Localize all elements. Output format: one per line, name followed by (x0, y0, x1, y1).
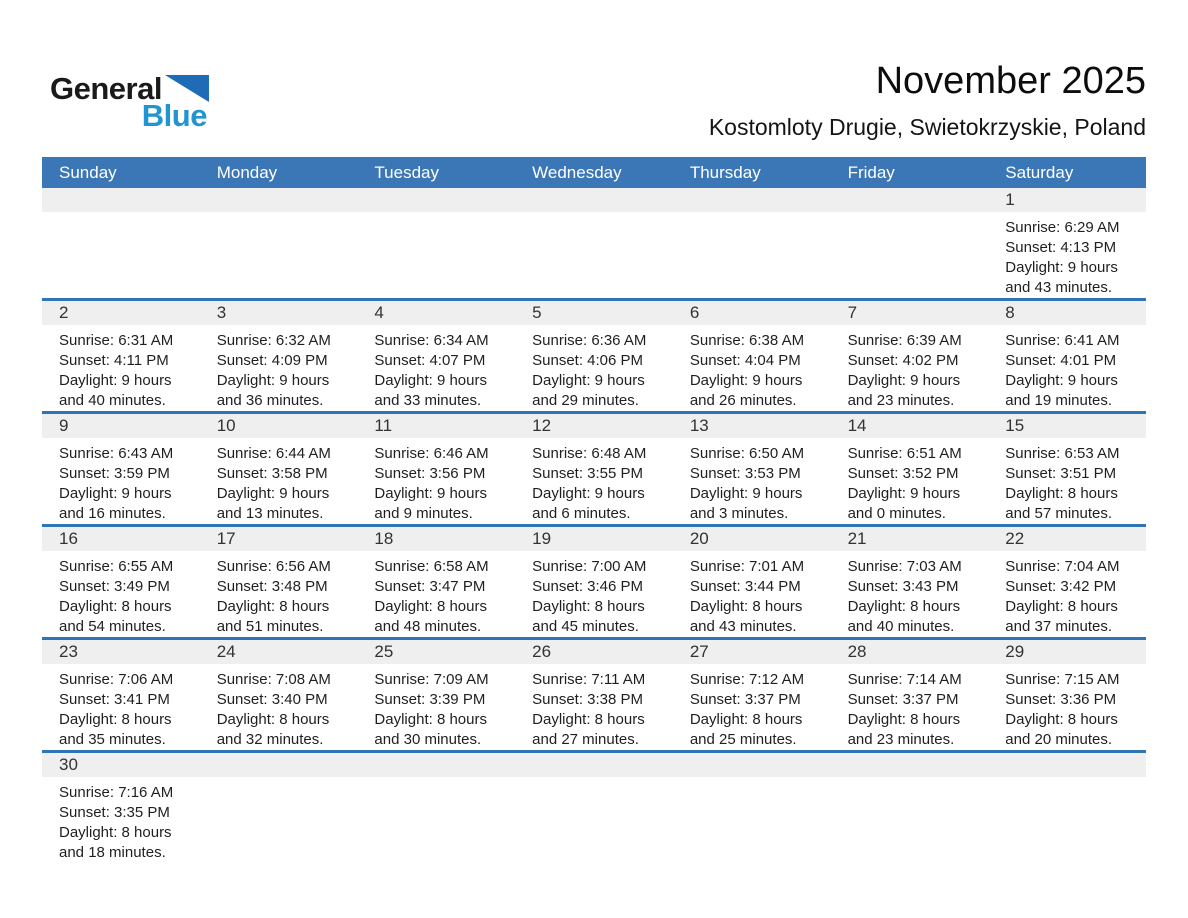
day-cell (988, 414, 1146, 524)
sunrise-text: Sunrise: 6:34 AM (374, 332, 489, 349)
day-number-strip (515, 301, 673, 325)
day-number: 7 (847, 303, 858, 322)
day-details (357, 777, 515, 783)
sunrise-text: Sunrise: 6:29 AM (1005, 219, 1120, 236)
day-number-strip (831, 640, 989, 664)
day-number: 6 (689, 303, 700, 322)
sunrise-text: Sunrise: 7:06 AM (59, 671, 174, 688)
day-cell (42, 414, 200, 524)
daylight-text: Daylight: 9 hours and 3 minutes. (689, 485, 803, 522)
daylight-text: Daylight: 8 hours and 48 minutes. (374, 598, 487, 635)
day-number: 20 (689, 529, 709, 548)
day-number-strip (515, 753, 673, 777)
day-details (515, 777, 673, 783)
day-cell (831, 301, 989, 411)
sunset-text: Sunset: 3:43 PM (847, 578, 959, 595)
sunrise-text: Sunrise: 7:00 AM (532, 558, 647, 575)
day-number-strip (200, 301, 358, 325)
day-cell (200, 527, 358, 637)
day-number-strip (200, 753, 358, 777)
daylight-text: Daylight: 8 hours and 45 minutes. (532, 598, 645, 635)
day-number-strip (988, 527, 1146, 551)
day-details (831, 664, 989, 750)
week-row (42, 524, 1146, 637)
sunrise-text: Sunrise: 7:09 AM (374, 671, 489, 688)
day-cell (42, 301, 200, 411)
day-number-strip (357, 301, 515, 325)
day-details (673, 777, 831, 783)
empty-day-cell (357, 753, 515, 880)
sunset-text: Sunset: 4:09 PM (216, 352, 328, 369)
month-title: November 2025 (875, 60, 1146, 102)
empty-day-cell (42, 188, 200, 298)
daylight-text: Daylight: 8 hours and 57 minutes. (1005, 485, 1118, 522)
day-details (200, 664, 358, 750)
daylight-text: Daylight: 8 hours and 25 minutes. (689, 711, 803, 748)
sunset-text: Sunset: 3:37 PM (847, 691, 959, 708)
sunrise-text: Sunrise: 6:55 AM (59, 558, 174, 575)
sunset-text: Sunset: 3:58 PM (216, 465, 328, 482)
day-details (200, 212, 358, 218)
daylight-text: Daylight: 8 hours and 18 minutes. (59, 824, 172, 861)
day-cell (357, 640, 515, 750)
day-details (42, 551, 200, 637)
empty-day-cell (515, 188, 673, 298)
day-number: 9 (59, 416, 69, 435)
sunset-text: Sunset: 3:49 PM (59, 578, 170, 595)
day-details (200, 777, 358, 783)
sunset-text: Sunset: 3:41 PM (59, 691, 170, 708)
sunrise-text: Sunrise: 7:12 AM (689, 671, 805, 688)
day-number-strip (357, 188, 515, 212)
daylight-text: Daylight: 8 hours and 32 minutes. (216, 711, 330, 748)
day-number-strip (515, 640, 673, 664)
sunrise-text: Sunrise: 6:58 AM (374, 558, 489, 575)
daylight-text: Daylight: 9 hours and 0 minutes. (847, 485, 961, 522)
week-row (42, 298, 1146, 411)
day-number: 22 (1005, 529, 1025, 548)
day-number: 2 (59, 303, 69, 322)
sunset-text: Sunset: 4:01 PM (1005, 352, 1117, 369)
day-details (515, 551, 673, 637)
logo-text-blue: Blue (141, 98, 207, 133)
sunrise-text: Sunrise: 6:56 AM (216, 558, 331, 575)
day-details (42, 438, 200, 524)
day-number-strip (42, 414, 200, 438)
sunrise-text: Sunrise: 7:14 AM (847, 671, 962, 688)
day-number-strip (200, 527, 358, 551)
day-number: 4 (374, 303, 384, 322)
day-details (42, 664, 200, 750)
day-number-strip (988, 640, 1146, 664)
day-details (42, 777, 200, 863)
day-cell (673, 640, 831, 750)
sunrise-text: Sunrise: 6:38 AM (689, 332, 805, 349)
day-details (200, 551, 358, 637)
empty-day-cell (200, 188, 358, 298)
sunrise-text: Sunrise: 6:43 AM (59, 445, 174, 462)
day-number: 1 (1005, 190, 1015, 209)
sunrise-text: Sunrise: 6:48 AM (532, 445, 647, 462)
daylight-text: Daylight: 8 hours and 35 minutes. (59, 711, 172, 748)
sunrise-text: Sunrise: 6:39 AM (847, 332, 962, 349)
day-cell (988, 640, 1146, 750)
day-number: 3 (216, 303, 227, 322)
sunset-text: Sunset: 3:37 PM (689, 691, 801, 708)
sunrise-text: Sunrise: 6:53 AM (1005, 445, 1120, 462)
sunset-text: Sunset: 4:07 PM (374, 352, 486, 369)
weekday-header-tuesday: Tuesday (374, 162, 439, 182)
day-details (988, 551, 1146, 637)
day-cell (200, 640, 358, 750)
sunset-text: Sunset: 3:46 PM (532, 578, 644, 595)
day-details (831, 212, 989, 218)
day-number-strip (831, 753, 989, 777)
day-number-strip (673, 188, 831, 212)
daylight-text: Daylight: 8 hours and 20 minutes. (1005, 711, 1118, 748)
weekday-header-row (42, 157, 1146, 188)
daylight-text: Daylight: 9 hours and 13 minutes. (216, 485, 330, 522)
day-cell (42, 753, 200, 880)
day-details (988, 777, 1146, 783)
day-details (673, 438, 831, 524)
day-details (673, 325, 831, 411)
day-details (673, 551, 831, 637)
sunset-text: Sunset: 3:55 PM (532, 465, 644, 482)
sunset-text: Sunset: 4:02 PM (847, 352, 959, 369)
empty-day-cell (673, 188, 831, 298)
day-cell (988, 188, 1146, 298)
day-number-strip (831, 527, 989, 551)
location-subtitle: Kostomloty Drugie, Swietokrzyskie, Poland (708, 114, 1146, 140)
sunrise-text: Sunrise: 7:01 AM (689, 558, 805, 575)
day-number-strip (988, 188, 1146, 212)
day-details (673, 664, 831, 750)
day-number: 18 (374, 529, 394, 548)
day-number: 15 (1005, 416, 1025, 435)
day-number-strip (988, 414, 1146, 438)
weekday-header-thursday: Thursday (689, 162, 761, 182)
sunset-text: Sunset: 3:51 PM (1005, 465, 1117, 482)
sunset-text: Sunset: 3:36 PM (1005, 691, 1117, 708)
day-number-strip (42, 301, 200, 325)
sunset-text: Sunset: 3:52 PM (847, 465, 959, 482)
daylight-text: Daylight: 8 hours and 54 minutes. (59, 598, 172, 635)
sunset-text: Sunset: 3:48 PM (216, 578, 328, 595)
week-row (42, 637, 1146, 750)
sunset-text: Sunset: 3:38 PM (532, 691, 644, 708)
day-number: 23 (59, 642, 78, 661)
day-number: 27 (689, 642, 709, 661)
day-number: 30 (59, 755, 78, 774)
day-details (42, 325, 200, 411)
daylight-text: Daylight: 9 hours and 40 minutes. (59, 372, 172, 409)
day-number-strip (831, 414, 989, 438)
day-cell (200, 414, 358, 524)
day-number: 24 (216, 642, 236, 661)
day-number-strip (357, 640, 515, 664)
day-cell (357, 301, 515, 411)
day-number-strip (200, 188, 358, 212)
day-number-strip (515, 414, 673, 438)
day-cell (200, 301, 358, 411)
sunset-text: Sunset: 4:11 PM (59, 352, 169, 369)
sunset-text: Sunset: 3:44 PM (689, 578, 801, 595)
day-number: 17 (216, 529, 236, 548)
daylight-text: Daylight: 8 hours and 43 minutes. (689, 598, 803, 635)
sunrise-text: Sunrise: 7:11 AM (532, 671, 646, 688)
day-number-strip (831, 188, 989, 212)
sunrise-text: Sunrise: 6:46 AM (374, 445, 489, 462)
day-details (357, 325, 515, 411)
sunset-text: Sunset: 3:56 PM (374, 465, 486, 482)
day-number-strip (42, 640, 200, 664)
daylight-text: Daylight: 8 hours and 27 minutes. (532, 711, 645, 748)
daylight-text: Daylight: 9 hours and 29 minutes. (532, 372, 645, 409)
sunrise-text: Sunrise: 7:08 AM (216, 671, 331, 688)
day-number-strip (42, 527, 200, 551)
sunset-text: Sunset: 3:39 PM (374, 691, 486, 708)
sunrise-text: Sunrise: 6:44 AM (216, 445, 331, 462)
sunrise-text: Sunrise: 6:41 AM (1005, 332, 1120, 349)
day-number-strip (200, 640, 358, 664)
sunset-text: Sunset: 3:53 PM (689, 465, 801, 482)
day-cell (673, 527, 831, 637)
day-number: 19 (532, 529, 552, 548)
day-details (515, 212, 673, 218)
sunrise-text: Sunrise: 6:36 AM (532, 332, 647, 349)
week-row (42, 188, 1146, 298)
day-number: 26 (532, 642, 552, 661)
day-number-strip (515, 527, 673, 551)
day-number-strip (988, 301, 1146, 325)
calendar-table (42, 157, 1146, 880)
day-details (831, 777, 989, 783)
day-details (831, 438, 989, 524)
sunrise-text: Sunrise: 6:51 AM (847, 445, 962, 462)
day-number: 25 (374, 642, 394, 661)
sunrise-text: Sunrise: 7:04 AM (1005, 558, 1120, 575)
sunrise-text: Sunrise: 7:03 AM (847, 558, 962, 575)
week-row (42, 750, 1146, 880)
day-cell (357, 527, 515, 637)
day-cell (515, 414, 673, 524)
sunset-text: Sunset: 4:06 PM (532, 352, 644, 369)
title-block (709, 60, 1146, 141)
daylight-text: Daylight: 8 hours and 23 minutes. (847, 711, 961, 748)
day-number: 16 (59, 529, 78, 548)
day-number: 14 (847, 416, 867, 435)
day-details (988, 438, 1146, 524)
weekday-header-monday: Monday (216, 162, 278, 182)
day-details (42, 212, 200, 218)
day-details (357, 438, 515, 524)
day-number-strip (42, 188, 200, 212)
day-cell (831, 527, 989, 637)
sunset-text: Sunset: 3:47 PM (374, 578, 486, 595)
day-cell (988, 527, 1146, 637)
day-details (988, 664, 1146, 750)
general-blue-logo (50, 73, 209, 131)
daylight-text: Daylight: 9 hours and 26 minutes. (689, 372, 803, 409)
day-details (673, 212, 831, 218)
daylight-text: Daylight: 9 hours and 33 minutes. (374, 372, 487, 409)
sunrise-text: Sunrise: 6:32 AM (216, 332, 331, 349)
sunset-text: Sunset: 3:42 PM (1005, 578, 1117, 595)
day-cell (988, 301, 1146, 411)
weeks-container (42, 188, 1146, 880)
day-number-strip (357, 414, 515, 438)
daylight-text: Daylight: 9 hours and 9 minutes. (374, 485, 487, 522)
daylight-text: Daylight: 9 hours and 6 minutes. (532, 485, 645, 522)
day-number-strip (673, 414, 831, 438)
day-number: 8 (1005, 303, 1015, 322)
day-number: 11 (374, 416, 393, 435)
empty-day-cell (357, 188, 515, 298)
sunrise-text: Sunrise: 6:50 AM (689, 445, 805, 462)
empty-day-cell (515, 753, 673, 880)
daylight-text: Daylight: 9 hours and 19 minutes. (1005, 372, 1118, 409)
day-details (988, 212, 1146, 298)
empty-day-cell (831, 188, 989, 298)
empty-day-cell (673, 753, 831, 880)
daylight-text: Daylight: 8 hours and 37 minutes. (1005, 598, 1118, 635)
sunset-text: Sunset: 4:04 PM (689, 352, 801, 369)
day-number-strip (673, 753, 831, 777)
day-cell (673, 414, 831, 524)
day-number-strip (42, 753, 200, 777)
day-cell (831, 414, 989, 524)
day-details (200, 325, 358, 411)
day-cell (42, 640, 200, 750)
week-row (42, 411, 1146, 524)
day-details (515, 664, 673, 750)
day-details (357, 664, 515, 750)
page-header (42, 0, 1146, 157)
day-number-strip (988, 753, 1146, 777)
day-cell (515, 640, 673, 750)
day-number: 28 (847, 642, 867, 661)
logo-text-general: General (50, 71, 162, 106)
day-number: 13 (689, 416, 709, 435)
weekday-header-friday: Friday (847, 162, 895, 182)
day-number-strip (673, 301, 831, 325)
day-cell (515, 301, 673, 411)
empty-day-cell (200, 753, 358, 880)
weekday-header-saturday: Saturday (1005, 162, 1074, 182)
sunrise-text: Sunrise: 6:31 AM (59, 332, 174, 349)
daylight-text: Daylight: 9 hours and 43 minutes. (1005, 259, 1118, 296)
day-number: 5 (532, 303, 542, 322)
empty-day-cell (988, 753, 1146, 880)
day-cell (515, 527, 673, 637)
weekday-header-wednesday: Wednesday (532, 162, 622, 182)
daylight-text: Daylight: 8 hours and 30 minutes. (374, 711, 487, 748)
daylight-text: Daylight: 9 hours and 36 minutes. (216, 372, 330, 409)
day-details (831, 551, 989, 637)
sunset-text: Sunset: 3:35 PM (59, 804, 170, 821)
day-cell (831, 640, 989, 750)
day-number: 10 (216, 416, 236, 435)
weekday-header-sunday: Sunday (59, 162, 117, 182)
day-number-strip (673, 527, 831, 551)
day-cell (357, 414, 515, 524)
day-number-strip (515, 188, 673, 212)
sunset-text: Sunset: 3:40 PM (216, 691, 328, 708)
day-details (357, 551, 515, 637)
day-details (515, 325, 673, 411)
day-number-strip (357, 753, 515, 777)
day-number: 29 (1005, 642, 1025, 661)
day-details (988, 325, 1146, 411)
day-details (200, 438, 358, 524)
day-number-strip (357, 527, 515, 551)
sunrise-text: Sunrise: 7:15 AM (1005, 671, 1120, 688)
day-number-strip (200, 414, 358, 438)
day-cell (42, 527, 200, 637)
daylight-text: Daylight: 9 hours and 23 minutes. (847, 372, 961, 409)
daylight-text: Daylight: 9 hours and 16 minutes. (59, 485, 172, 522)
day-number: 12 (532, 416, 552, 435)
sunset-text: Sunset: 3:59 PM (59, 465, 170, 482)
daylight-text: Daylight: 8 hours and 51 minutes. (216, 598, 330, 635)
day-details (831, 325, 989, 411)
day-details (357, 212, 515, 218)
sunset-text: Sunset: 4:13 PM (1005, 239, 1117, 256)
day-number-strip (831, 301, 989, 325)
day-details (515, 438, 673, 524)
day-number: 21 (847, 529, 867, 548)
day-number-strip (673, 640, 831, 664)
day-cell (673, 301, 831, 411)
daylight-text: Daylight: 8 hours and 40 minutes. (847, 598, 961, 635)
empty-day-cell (831, 753, 989, 880)
sunrise-text: Sunrise: 7:16 AM (59, 784, 174, 801)
